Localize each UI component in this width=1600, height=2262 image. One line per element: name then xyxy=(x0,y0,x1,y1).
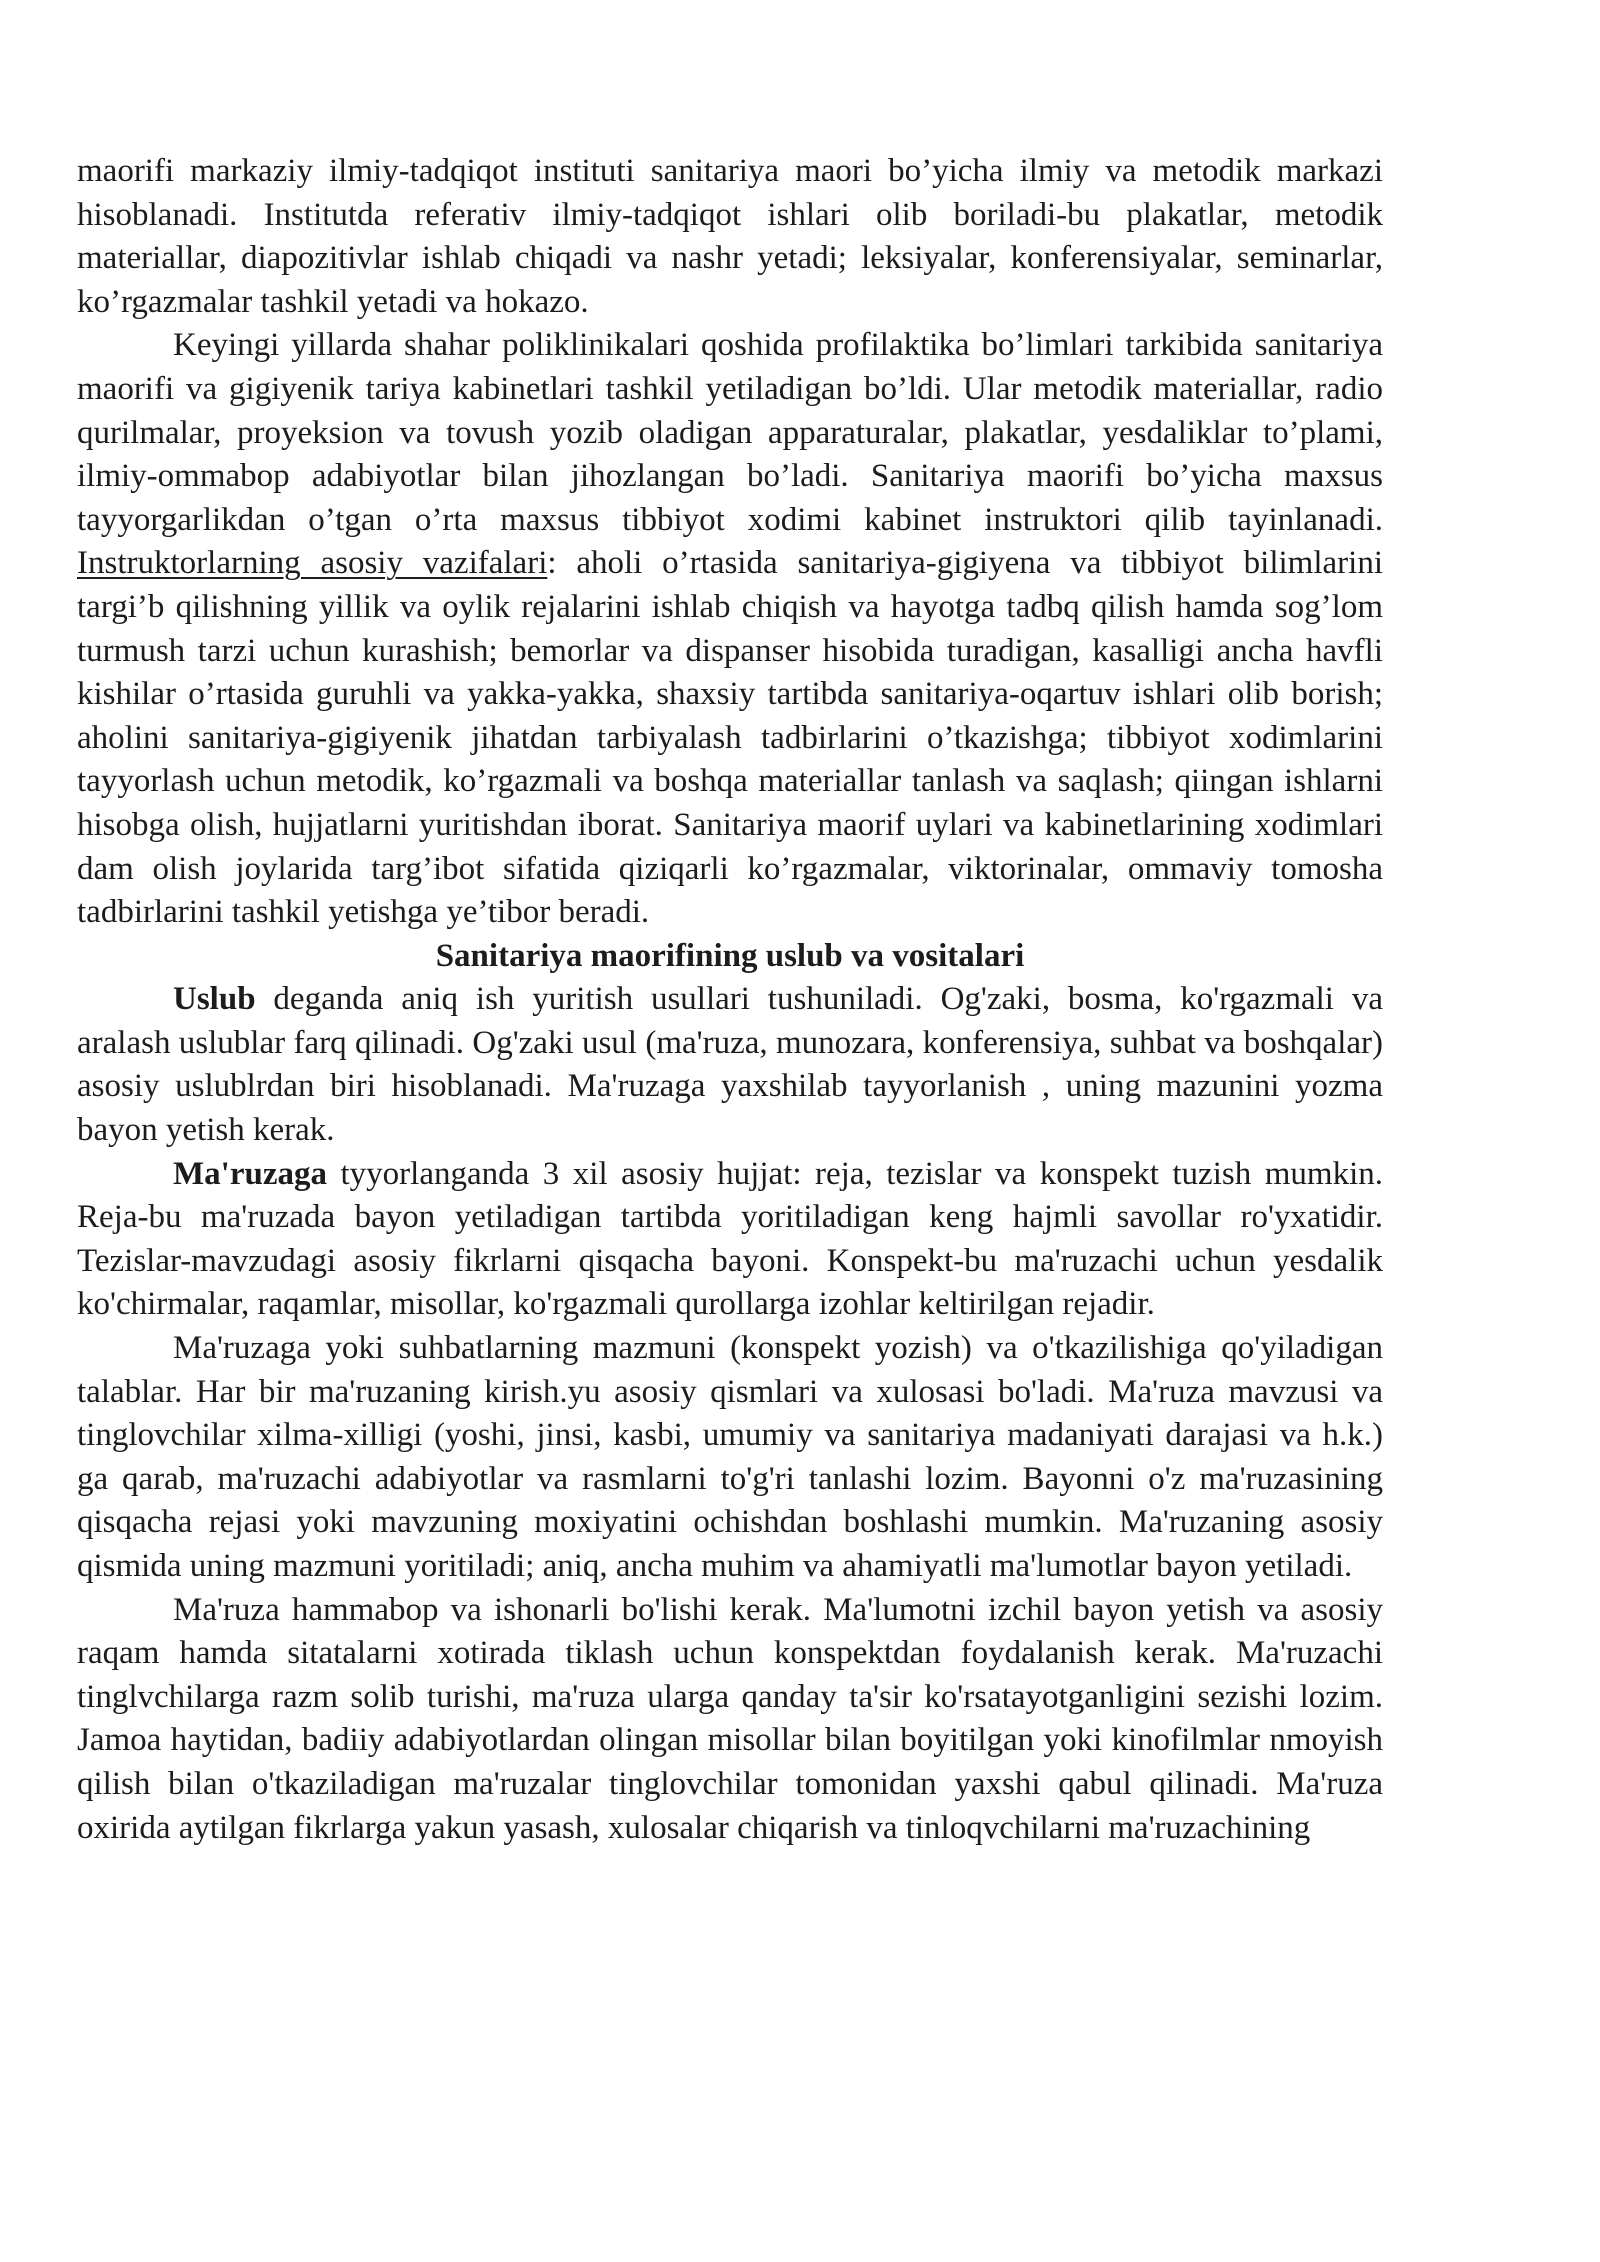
paragraph-lecture-requirements: Ma'ruzaga yoki suhbatlarning mazmuni (konspekt yozish) va o'tkazilishiga qo'yiladigan talablar. Har bir ma'ruzaning kirish.yu asosiy qismlari va xulosasi bo'ladi. Ma'ruza mavzusi va tinglovchilar xilma-xilligi (yoshi, jinsi, kasbi, umumiy va sanitariya madaniyati darajasi va h.k.) ga qarab, ma'ruzachi adabiyotlar va rasmlarni to'g'ri tanlashi lozim. Bayonni o'z ma'ruzasining qisqacha rejasi yoki mavzuning moxiyatini ochishdan boshlashi mumkin. Ma'ruzaning asosiy qismida uning mazmuni yoritiladi; aniq, ancha muhim va ahamiyatli ma'lumotlar bayon yetiladi. xyxy=(77,1330,1383,1584)
paragraph-polyclinics-duties: : aholi o’rtasida sanitariya-gigiyena va tibbiyot bilimlarini targi’b qilishning yillik va oylik rejalarini ishlab chiqish va hayotga tadbq qilish hamda sog’lom turmush tarzi uchun kurashish; bemorlar va dispanser hisobida turadigan, kasalligi ancha havfli kishilar o’rtasida guruhli va yakka-yakka, shaxsiy tartibda sanitariya-oqartuv ishlari olib borish; aholini sanitariya-gigiyenik jihatdan tarbiyalash tadbirlarini o’tkazishga; tibbiyot xodimlarini tayyorlash uchun metodik, ko’rgazmali va boshqa materiallar tanlash va saqlash; qiingan ishlarni hisobga olish, hujjatlarni yuritishdan iborat. Sanitariya maorif uylari va kabinetlarining xodimlari dam olish joylarida targ’ibot sifatida qiziqarli ko’rgazmalar, viktorinalar, ommaviy tomosha tadbirlarini tashkil yetishga ye’tibor beradi. xyxy=(77,545,1383,931)
bold-term-maruzaga: Ma'ruzaga xyxy=(173,1155,327,1192)
paragraph-method xyxy=(77,978,1383,1152)
paragraph-lecture-delivery: Ma'ruza hammabop va ishonarli bo'lishi kerak. Ma'lumotni izchil bayon yetish va asosiy raqam hamda sitatalarni xotirada tiklash uchun konspektdan foydalanish kerak. Ma'ruzachi tinglvchilarga razm solib turishi, ma'ruza ularga qanday ta'sir ko'rsatayotganligini sezishi lozim. Jamoa haytidan, badiiy adabiyotlardan olingan misollar bilan boyitilgan yoki kinofilmlar nmoyish qilish bilan o'tkaziladigan ma'ruzalar tinglovchilar tomonidan yaxshi qabul qilinadi. Ma'ruza oxirida aytilgan fikrlarga yakun yasash, xulosalar chiqarish va tinloqvchilarni ma'ruzachining xyxy=(77,1591,1383,1846)
paragraph-lecture-prep-text: tyyorlanganda 3 xil asosiy hujjat: reja, tezislar va konspekt tuzish mumkin. Reja-bu ma'ruzada bayon yetiladigan tartibda yoritiladigan keng hajmli savollar ro'yxatidir. Tezislar-mavzudagi asosiy fikrlarni qisqacha bayoni. Konspekt-bu ma'ruzachi uchun yesdalik ko'chirmalar, raqamlar, misollar, ko'rgazmali qurollarga izohlar keltirilgan rejadir. xyxy=(77,1155,1383,1323)
section-heading: Sanitariya maorifining uslub va vositalari xyxy=(435,937,1025,974)
paragraph-polyclinics xyxy=(77,324,1383,934)
paragraph-lecture-prep xyxy=(77,1153,1383,1327)
paragraph-method-text: deganda aniq ish yuritish usullari tushuniladi. Og'zaki, bosma, ko'rgazmali va aralash uslublar farq qilinadi. Og'zaki usul (ma'ruza, munozara, konferensiya, suhbat va boshqalar) asosiy uslublrdan biri hisoblanadi. Ma'ruzaga yaxshilab tayyorlanish , uning mazunini yozma bayon yetish kerak. xyxy=(77,981,1383,1149)
underlined-phrase: Instruktorlarning asosiy vazifalari xyxy=(77,545,548,582)
paragraph-polyclinics-text: Keyingi yillarda shahar poliklinikalari qoshida profilaktika bo’limlari tarkibida sanitariya maorifi va gigiyenik tariya kabinetlari tashkil yetiladigan bo’ldi. Ular metodik materiallar, radio qurilmalar, proyeksion va tovush yozib oladigan apparaturalar, plakatlar, yesdaliklar to’plami, ilmiy-ommabop adabiyotlar bilan jihozlangan bo’ladi. Sanitariya maorifi bo’yicha maxsus tayyorgarlikdan o’tgan o’rta maxsus tibbiyot xodimi kabinet instruktori qilib tayinlanadi. xyxy=(77,327,1383,538)
document-page xyxy=(77,150,1383,1850)
paragraph-institute: maorifi markaziy ilmiy-tadqiqot instituti sanitariya maori bo’yicha ilmiy va metodik markazi hisoblanadi. Institutda referativ ilmiy-tadqiqot ishlari olib boriladi-bu plakatlar, metodik materiallar, diapozitivlar ishlab chiqadi va nashr yetadi; leksiyalar, konferensiyalar, seminarlar, ko’rgazmalar tashkil yetadi va hokazo. xyxy=(77,153,1383,320)
bold-term-uslub: Uslub xyxy=(173,981,256,1018)
